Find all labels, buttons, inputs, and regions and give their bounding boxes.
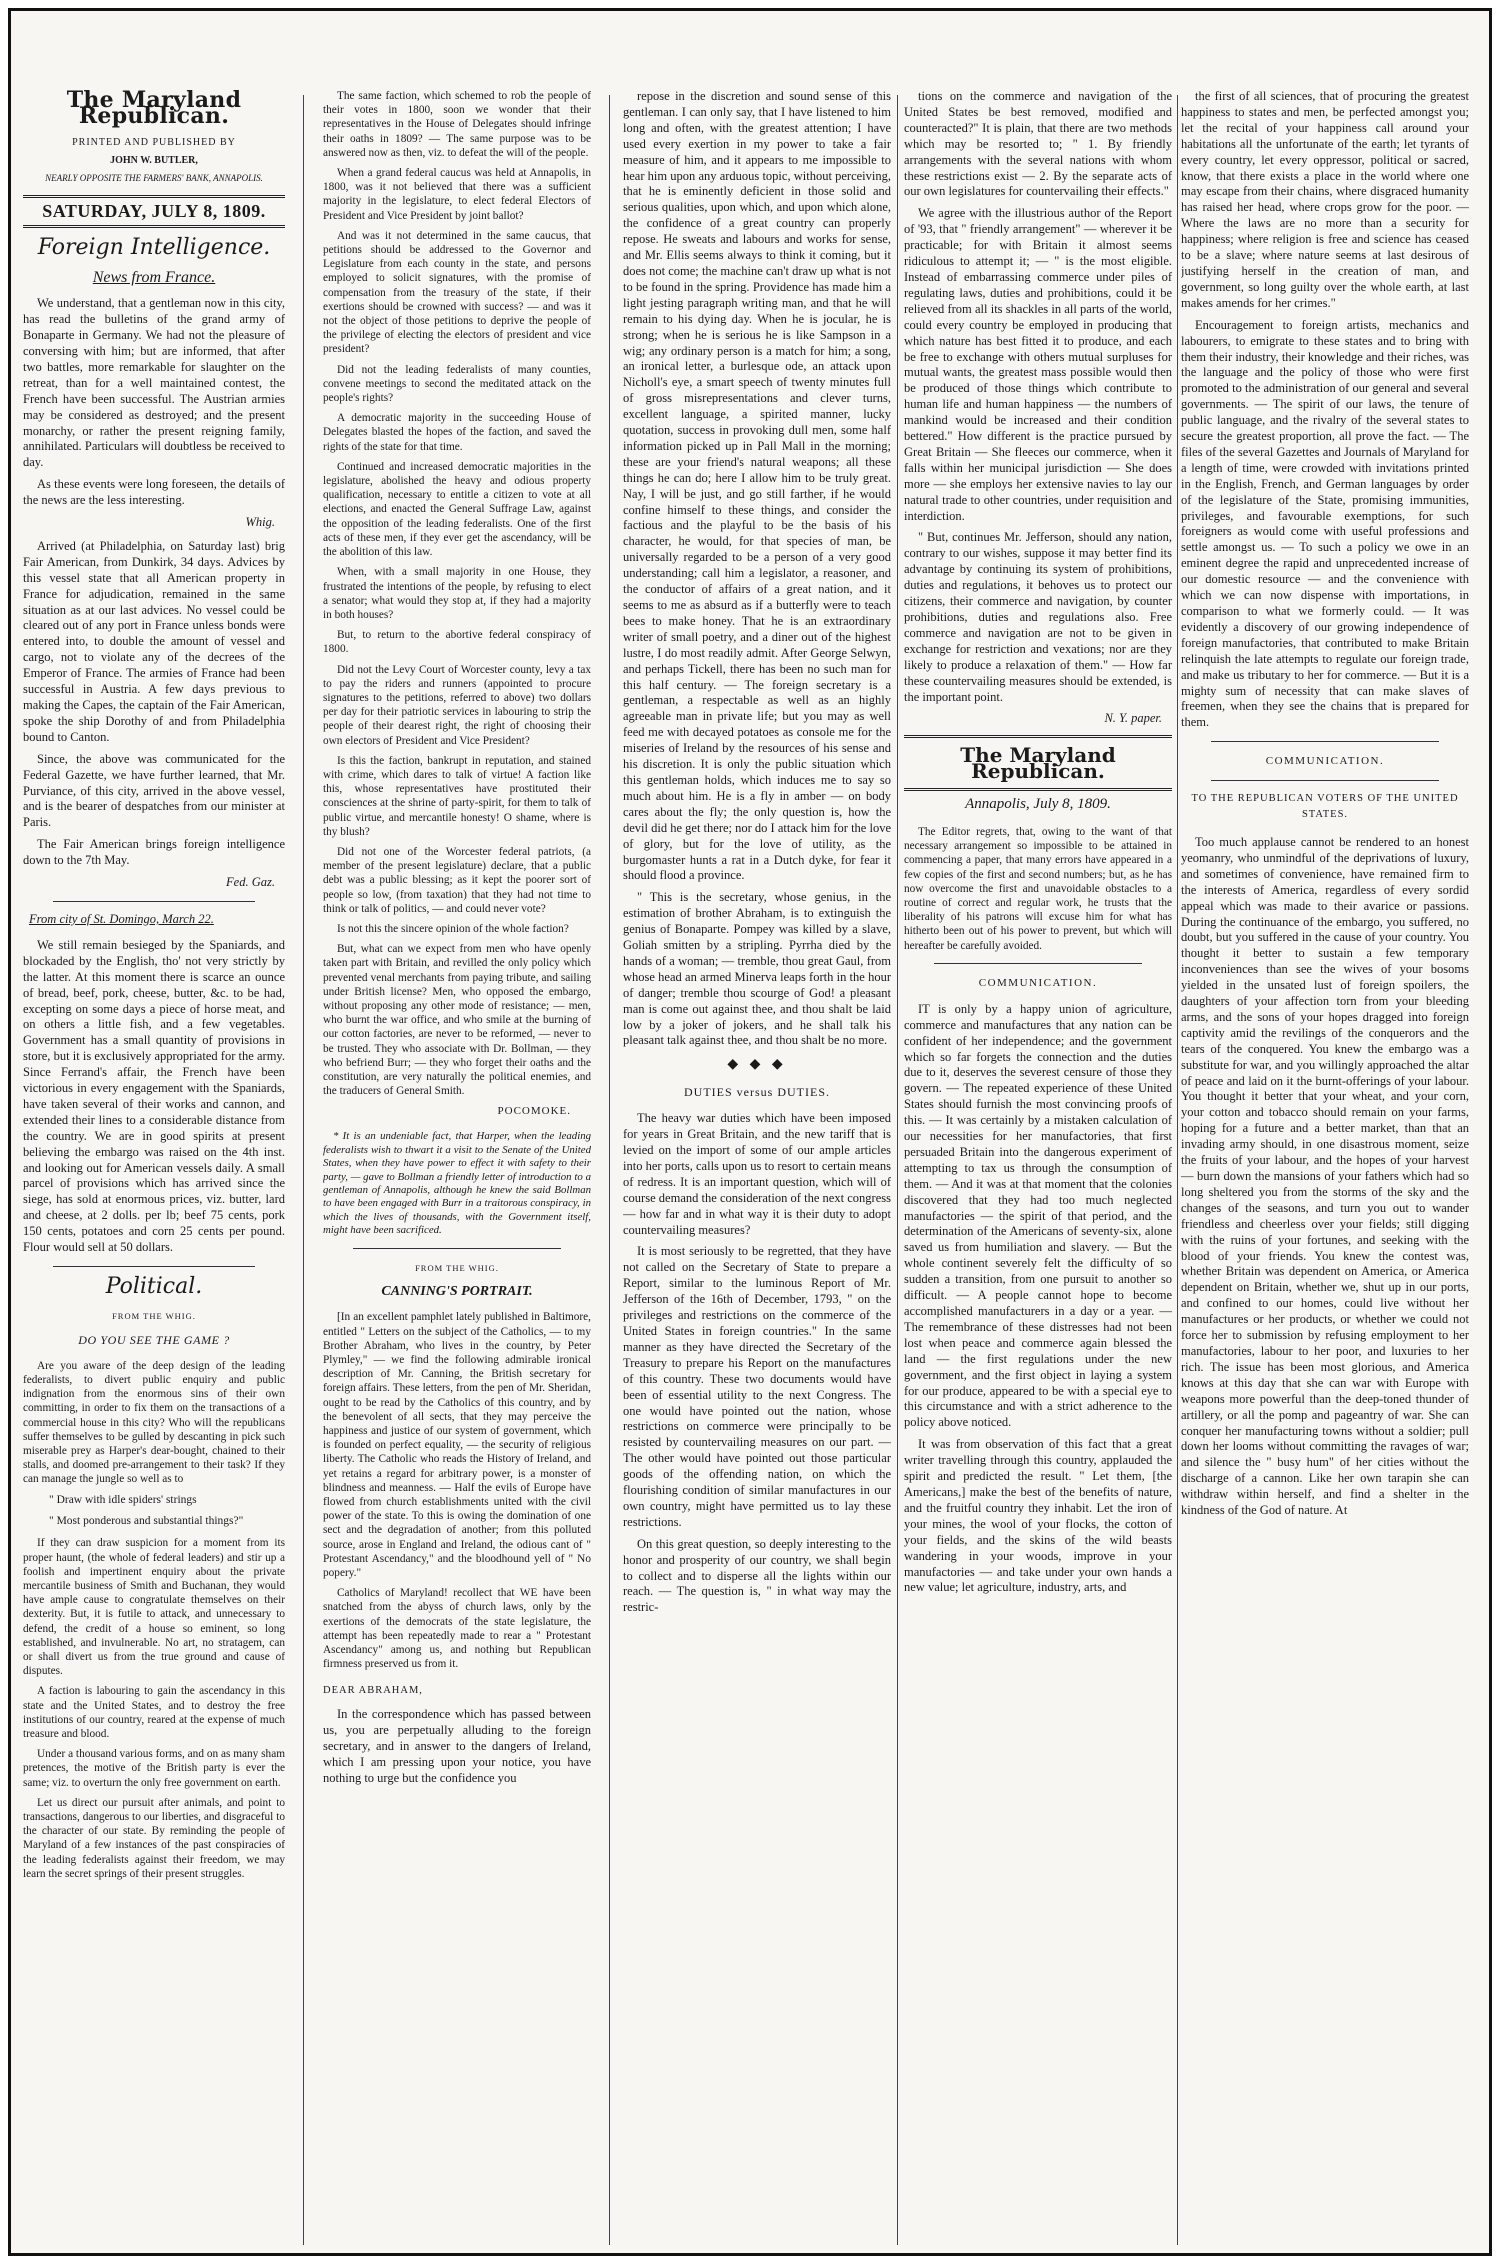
article-paragraph: " This is the secretary, whose genius, in the estimation of brother Abraham, is to extinguish the genius of Bonaparte. Pompey was killed by a slave, Goliah smitten by a stripling. Pyrrha died by the hands of a woman; — tremble, thou great Gaul, from whose head an armed Minerva leaps forth in the hour of danger; tremble thou scourge of God! a pleasant man is come out against thee, and thou shalt be laid low by a joker of jokers, and he shall talk his pleasant talk against thee, and thou shalt be no more.	[623, 890, 891, 1048]
article-paragraph: Are you aware of the deep design of the leading federalists, to divert public enquiry and public indignation from the enormous sins of their own committing, in order to fix them on the transactions of a commercial house in this city? Who will the republicans suffer themselves to be gulled by descanting in pick such miserable prey as Harper's dear-bought, chained to their stalls, and doomed pre-arrangement to their task? If they can manage the jungle so well as to	[23, 1359, 285, 1486]
article-paragraph: Did not one of the Worcester federal patriots, (a member of the present legislature) declare, that a public debt was a public blessing; as it kept the poorer sort of people so low, (from taxation) that they had not time to think or talk of politics, — and could never vote?	[323, 845, 591, 915]
article-paragraph: The heavy war duties which have been imposed for years in Great Britain, and the new tariff that is levied on the import of some of our ample articles into her ports, calls upon us to resort to certain means of redress. It is an important question, which will of course demand the consideration of the next congress — how far and in what way it is their duty to adopt countervailing measures?	[623, 1111, 891, 1237]
article-title-communication: COMMUNICATION.	[978, 976, 1098, 989]
article-paragraph: tions on the commerce and navigation of the United States be best removed, modified and counteracted?" It is plain, that there are two methods which may be resorted to; " 1. By friendly arrangements with the several nations with whom these restrictions exist — 2. By the separate acts of our own legislatures for countervailing their effects."	[904, 89, 1172, 199]
divider	[353, 1248, 561, 1249]
verse-line: " Most ponderous and substantial things?"	[49, 1515, 244, 1528]
divider	[23, 225, 285, 228]
column-4	[904, 89, 1172, 2247]
article-title-canning: CANNING'S PORTRAIT.	[381, 1284, 533, 1300]
divider	[1211, 741, 1439, 742]
article-source-line: FROM THE WHIG.	[415, 1262, 499, 1273]
divider	[904, 788, 1172, 791]
column-3	[623, 89, 891, 2247]
article-title-game: DO YOU SEE THE GAME ?	[78, 1332, 230, 1347]
column-rule	[1177, 95, 1178, 2245]
article-paragraph: Catholics of Maryland! recollect that WE have been snatched from the abyss of church laws, only by the exertions of the democrats of the state legislature, the attempt has been repeatedly made to rear a " Protestant Ascendancy" among us, and nothing but Republican firmness preserved us from it.	[323, 1587, 591, 1671]
section-heading-foreign: Foreign Intelligence.	[37, 235, 271, 261]
article-paragraph: We understand, that a gentleman now in this city, has read the bulletins of the grand army of Bonaparte in Germany. We had not the pleasure of conversing with him; but are informed, that after two battles, more remarkable for slaughter on the retreat, than for a well maintained contest, the French have been successful. The Austrian armies may be considered as destroyed; and the present monarchy, or rather the present reigning family, annihilated. Particulars will doubtless be received to day.	[23, 296, 285, 470]
divider	[904, 735, 1172, 738]
masthead-title: The Maryland Republican.	[66, 89, 242, 129]
verse-line: " Draw with idle spiders' strings	[49, 1493, 197, 1506]
article-paragraph: Did not the leading federalists of many counties, convene meetings to second the meditated attack on the people's rights?	[323, 363, 591, 405]
ornament-divider: ◆ ◆ ◆	[727, 1057, 787, 1073]
article-paragraph: Is not this the sincere opinion of the whole faction?	[337, 922, 569, 935]
article-paragraph: Under a thousand various forms, and on as many sham pretences, the motive of the British party is ever the same; viz. to overturn the only free government on earth.	[23, 1748, 285, 1789]
article-source: Fed. Gaz.	[226, 875, 275, 890]
article-paragraph: But, to return to the abortive federal conspiracy of 1800.	[323, 629, 591, 656]
article-source: N. Y. paper.	[1104, 711, 1162, 726]
printer-location: NEARLY OPPOSITE THE FARMERS' BANK, ANNAPOLIS.	[45, 172, 263, 183]
article-paragraph: When, with a small majority in one House, they frustrated the intentions of the people, by refusing to elect a senator; what would they stop at, if they had a majority in both houses?	[323, 566, 591, 621]
article-paragraph: Continued and increased democratic majorities in the legislature, abolished the heavy and odious property qualification, necessary to entitle a citizen to vote at all elections, and enacted the General Suffrage Law, against the opposition of the leading federalists. One of the first acts of these men, if they ever get the ascendancy, will be the abolition of this law.	[323, 460, 591, 559]
divider	[53, 1266, 255, 1267]
article-source: Whig.	[245, 515, 275, 530]
letter-salutation: DEAR ABRAHAM,	[323, 1685, 423, 1697]
article-paragraph: Did not the Levy Court of Worcester county, levy a tax to pay the riders and runners (appointed to procure signatures to the petitions, referred to above) two dollars per day for their patriotic services in labouring to strip the people of their dearest right, the right of choosing their own electors of President and Vice President?	[323, 663, 591, 747]
article-title-communication: COMMUNICATION.	[1265, 755, 1385, 768]
article-paragraph: IT is only by a happy union of agriculture, commerce and manufactures that any nation can be confident of her independence; and the government which so far forgets the connection and the duties due to it, deserves the severest censure of those they govern. — The repeated experience of these United States should furnish the most convincing proofs of this. — It was certainly by a mistaken calculation of our necessities for her manufactories, that first persuaded Britain into the dangerous experiment of attempting to tax us through the consumption of them. — And it was at that moment that the colonies discovered that they had too much neglected manufactories — the spirit of that period, and the determination of the Americans of seventy-six, alone saved us from humiliation and slavery. — But the whole continent severely felt the difficulty of so sudden a transition, from one pursuit to another so difficult. — A people cannot hope to become accomplished manufacturers in a day or a year. — The remembrance of these distresses had not been lost when peace and commerce again blessed the land — the first regulations under the new government, and the first object in laying a system for our produce, appeared to be with a special eye to this circumstance and with a strict adherence to the policy above noticed.	[904, 1001, 1172, 1430]
article-paragraph: Since, the above was communicated for the Federal Gazette, we have further learned, that Mr. Purviance, of this city, arrived in the above vessel, and is the bearer of despatches from our minister at Paris.	[23, 751, 285, 830]
article-paragraph: We agree with the illustrious author of the Report of '93, that " friendly arrangement" — wherever it be practicable; for with Britain it almost seems ridiculous to attempt it; — " is the most eligible. Instead of embarrassing commerce under piles of regulating laws, duties and prohibitions, could it be relieved from all its shackles in all parts of the world, could every country be employed in producing that which nature has best fitted it to produce, and each be free to exchange with others mutual surpluses for mutual wants, the greatest mass possible would then be produced of those things which contribute to human life and human happiness — the numbers of mankind would be increased and their condition bettered." How different is the practice pursued by Great Britain — She fleeces our commerce, when it falls within her municipal jurisdiction — She does more — she employs her extensive navies to lay our natural trade to other countries, under requisition and interdiction.	[904, 206, 1172, 523]
article-paragraph: The Fair American brings foreign intelligence down to the 7th May.	[23, 837, 285, 868]
divider	[53, 901, 255, 902]
article-paragraph: Let us direct our pursuit after animals, and point to transactions, dangerous to our liberties, and disgraceful to the character of our state. By reminding the people of Maryland of a few instances of the past conspiracies of the leading federalists against their freedom, we may learn the secret springs of their present struggles.	[23, 1796, 285, 1880]
divider	[23, 195, 285, 198]
footnote: * It is an undeniable fact, that Harper, when the leading federalists wish to thwart it a visit to the Senate of the United States, when they have power to effect it with safety to their party, — gave to Bollman a friendly letter of introduction to a gentleman of Annapolis, although he knew the said Bollman to have been engaged with Burr in a traitorous conspiracy, in which the lives of thousands, with the Government itself, might have been sacrificed.	[323, 1130, 591, 1237]
article-paragraph: The Editor regrets, that, owing to the want of that necessary arrangement so impossible to be attained in commencing a paper, that many errors have appeared in a few copies of the first and second numbers; but, as he has now overcome the first and unavoidable obstacles to a routine of correct and regular work, he trusts that the liberality of his patrons will excuse him for what has hitherto been out of his power to prevent, but which will hereafter be carefully avoided.	[904, 826, 1172, 952]
article-signature: POCOMOKE.	[497, 1105, 571, 1118]
article-paragraph: It was from observation of this fact that a great writer travelling through this country, applauded the spirit and predicted the result. " Let them, [the Americans,] make the best of the benefits of nature, and the fruitful country they inhabit. Let the iron of your mines, the wool of your flocks, the cotton of your fields, and the skins of the wild beasts wandering in your woods, improve in your manufactories — and take under your own hands a new value; let agriculture, industry, arts, and	[904, 1437, 1172, 1595]
column-5	[1181, 89, 1469, 2247]
article-paragraph: As these events were long foreseen, the details of the news are the less interesting.	[23, 477, 285, 508]
divider	[934, 963, 1142, 964]
article-paragraph: It is most seriously to be regretted, that they have not called on the Secretary of State to prepare a Report, similar to the luminous Report of Mr. Jefferson of the 16th of December, 1793, " on the privileges and restrictions on the commerce of the United States in foreign countries." In the same manner as they have directed the Secretary of the Treasury to prepare his Report on the manufactures of this country. These two documents would have been of essential utility to the next Congress. The one would have pointed out the nation, whose restrictions on commerce were principally to be resisted by countervailing measures on our part. — The other would have pointed out those particular goods of the offending nation, on which the flourishing condition of similar manufactures in our own country, might have permitted us to lay these restrictions.	[623, 1244, 891, 1529]
column-2	[323, 89, 591, 2247]
article-heading-domingo: From city of St. Domingo, March 22.	[29, 911, 214, 926]
dateline: Annapolis, July 8, 1809.	[965, 796, 1111, 813]
article-paragraph: A democratic majority in the succeeding House of Delegates blasted the hopes of the faction, and saved the rights of the state for that time.	[323, 412, 591, 453]
article-paragraph: A faction is labouring to gain the ascendancy in this state and the United States, and to destroy the free institutions of our country, reared at the expense of much treasure and blood.	[23, 1685, 285, 1740]
divider	[1211, 780, 1439, 781]
article-paragraph: We still remain besieged by the Spaniards, and blockaded by the English, tho' not very strictly by the latter. At this moment there is scarce an ounce of bread, beef, pork, cheese, butter, &c. to be had, excepting on some days a piece of horse meat, and on others a little fish, and a few vegetables. Government has a small quantity of provisions in store, but it is exclusively appropriated for the army. Since Ferrand's affair, the French have been victorious in every engagement with the Spaniards, have taken several of their works and cannon, and extended their lines to a considerable distance from the country. We are in good spirits at present believing the embargo was raised on the 4th inst. and looking out for American vessels daily. A small parcel of provisions which has arrived since the siege, has sold at enormous prices, viz. butter, lard and cheese, at 2 dolls. per lb; beef 75 cents, pork 150 cents, potatoes and corn 25 cents per pound. Flour would sell at 50 dollars.	[23, 937, 285, 1255]
printer-name: JOHN W. BUTLER,	[110, 154, 198, 166]
article-paragraph: In the correspondence which has passed between us, you are perpetually alluding to the foreign secretary, and in answer to the dangers of Ireland, which I am pressing upon your notice, you have nothing to urge but the confidence you	[323, 1707, 591, 1785]
article-paragraph: repose in the discretion and sound sense of this gentleman. I can only say, that I have listened to him long and often, with the greatest attention; I have used every exertion in my power to take a fair measure of him, and it appears to me impossible to hear him upon any arduous topic, without perceiving, that he is eminently deficient in those solid and serious qualities, upon which, and upon which alone, the confidence of a great country can properly repose. He sweats and labours and works for sense, and Mr. Ellis seems always to think it coming, but it does not come; the machine can't draw up what is not to be found in the spring. Providence has made him a light jesting paragraph writing man, and that he will remain to his dying day. When he is jocular, he is strong; when he is serious he is like Sampson in a wig; any ordinary person is a match for him; a song, an ironical letter, a burlesque ode, an attack upon Nicholl's eye, a smart speech of twenty minutes full of gross misrepresentations and clever turns, excellent language, a spirited manner, lucky quotation, success in provoking dull men, some half information picked up in Pall Mall in the morning; these are your friend's natural weapons; all these things he can do; here I allow him to be truly great. Nay, I will be just, and go still farther, if he would confine himself to these things, and consider the factious and the playful to be the basis of his character, he would, for that species of man, be universally regarded to be a person of a very good understanding; call him a legislator, a reasoner, and the conductor of affairs of a great nation, and it seems to me as absurd as if a butterfly were to teach bees to make honey. That he is an extraordinary writer of small poetry, and a diner out of the highest lustre, I do most readily admit. After George Selwyn, and perhaps Tickell, there has been no such man for this half century. — The foreign secretary is a gentleman, a respectable as well as an highly agreeable man in private life; but you may as well feed me with decayed potatoes as console me for the miseries of Ireland by the resources of his sense and his discretion. It is only the public situation which this gentleman holds, which induces me to say so much about him. He is a fly in amber — on body cares about the fly; the only question is, how the devil did he get there; nor do I attack him for the love of glory, but for the love of utility, as the burgomaster hunts a rat in a Dutch dyke, for fear it should flood a province.	[623, 89, 891, 883]
article-paragraph: On this great question, so deeply interesting to the honor and prosperity of our country, we shall begin to collect and to disperse all the lights within our reach. — The question is, " in what way may the restric-	[623, 1536, 891, 1615]
article-paragraph: Too much applause cannot be rendered to an honest yeomanry, who unmindful of the deprivations of luxury, and sometimes of convenience, have remained firm to the interests of America, regardless of every sordid appeal which was made to their avarice or passions. During the continuance of the embargo, you suffered, no doubt, but you suffered in the cause of your country. You thought it better to sustain a few temporary inconveniences than see the wives of your bosoms yielded in the unsated lust of foreign spoilers, the daughters of your affection torn from your bleeding arms, and the sons of your hopes dragged into foreign captivity amid the revilings of the conquerors and the tears of the conquered. You knew the embargo was a substitute for war, and you willingly approached the altar of peace and laid on it the burnt-offerings of your labour. You thought it better that your wheat, and your corn, your cotton and tobacco should remain on your farms, hoping for a future and a better market, than that an invading army should, in one disastrous moment, seize the fruits of your labour, and the hopes of your harvest — burn down the mansions of your fathers which had so long sheltered you from the storms of the sky and the changes of the seasons, and turn you out to wander friendless and cheerless over your fields; still digging with the ruins of your fortunes, and seeking with the blood of your friends. You knew the contest was, whether Britain was dependent on America, or America dependent on Britain, whether we, shut up in our ports, and confined to our homes, could live without her manufactures or her products, or whether we could not force her to submission by refusing employment to her manufactories, labour to her poor, and luxuries to her rich. The issue has been most glorious, and America knows at this day that she can war with Europe with weapons more powerful than the deep-toned thunder of artillery, or all the pomp and pageantry of war. She can conquer her manufacturing towns without a soldier; pull down her looms without committing the ravages of war; and silence the " busy hum" of her cities without the discharge of a cannon. Like her own tarapin she can withdraw within herself, and find a shelter in the kindness of the God of nature. At	[1181, 834, 1469, 1518]
article-source-line: FROM THE WHIG.	[112, 1310, 196, 1321]
article-paragraph: When a grand federal caucus was held at Annapolis, in 1800, was it not believed that there was a sufficient majority in the legislature, to elect federal Electors of President and Vice President by joint ballot?	[323, 167, 591, 222]
article-paragraph: If they can draw suspicion for a moment from its proper haunt, (the whole of federal leaders) and stir up a foolish and impertinent enquiry about the private mercantile business of Smith and Buchanan, they would have ample cause to congratulate themselves on their dexterity. But, it is futile to attack, and unnecessary to defend, the credit of a house so eminent, so long established, and invulnerable. No art, no stratagem, can or shall divert us from the true ground and cause of disputes.	[23, 1537, 285, 1678]
article-paragraph: And was it not determined in the same caucus, that petitions should be addressed to the Governor and Legislature from each county in the state, and persons employed to solicit signatures, with the promise of compensation from the treasury of the state, if their exertions should be crowned with success? — and was it not the object of those petitions to deprive the people of the privilege of electing the electors of president and vice president?	[323, 229, 591, 356]
article-paragraph: Encouragement to foreign artists, mechanics and labourers, to emigrate to these states and to bring with them their industry, their knowledge and their riches, was the language and the policy of those who were first promoted to the administration of our general and several governments. — The spirit of our laws, the tenure of public language, and the rivalry of the several states to secure the greatest proportion, all prove the fact. — The files of the several Gazettes and Journals of Maryland for a length of time, were crowded with invitations printed in the English, French, and German languages by order of the legislature of the State, promising immunities, privileges, and favourable exemptions, for such foreigners as would come with useful professions and settle amongst us. — To such a policy we owe in an eminent degree the rapid and unprecedented increase of our domestic resource — and the convenience with which we can now dispense with importations, in comparison to what we formerly could. — It was evidently a discovery of our growing independence of foreign manufactories, that contributed to make Britain relinquish the late attempts to regulate our foreign trade, and make us tributary to her for commerce. — But it is a mighty sum of necessity that can make slaves of freemen, when they see the chains that is prepared for them.	[1181, 317, 1469, 730]
section-heading-political: Political.	[105, 1274, 203, 1299]
article-paragraph: Arrived (at Philadelphia, on Saturday last) brig Fair American, from Dunkirk, 34 days. Advices by this vessel state that all American property in France for adjudication, remained in the same situation as at our last advices. No vessel could be cleared out of any port in France unless bonds were entered into, to double the amount of vessel and cargo, not to violate any of the decrees of the Emperor of France. The armies of France had been successful in Austria. A few days previous to making the Capes, the captain of the Fair American, spoke the ship Dorothy of and from Philadelphia bound to Canton.	[23, 538, 285, 744]
newspaper-page	[8, 8, 1492, 2256]
article-title-duties: DUTIES versus DUTIES.	[684, 1085, 830, 1100]
masthead-title-repeat: The Maryland Republican.	[960, 743, 1116, 784]
article-paragraph: Is this the faction, bankrupt in reputation, and stained with crime, which dares to talk of virtue! A faction like this, whose representatives have prostituted their consciences at the shrine of party-spirit, for them to talk of public virtue, and mercantile honesty! O shame, where is thy blush?	[323, 754, 591, 838]
article-paragraph: But, what can we expect from men who have openly taken part with Britain, and revilled the only policy which prevented venal merchants from paying tribute, and sailing under British license? Men, who opposed the embargo, without proposing any other mode of resistance; — men, who burnt the war office, and who smile at the burning of our cotton factories, are never to be reformed, — never to be trusted. They who associate with Dr. Bollman, — they who befriend Burr; — they who forget their oaths and the constitution, are very naturally the political enemies, and the traducers of General Smith.	[323, 943, 591, 1098]
article-paragraph: [In an excellent pamphlet lately published in Baltimore, entitled " Letters on the subject of the Catholics, — to my Brother Abraham, who lives in the country, by Peter Plymley," — we find the following admirable ironical description of Mr. Canning, the British secretary for foreign affairs. These letters, from the pen of Mr. Sheridan, ought to be read by the Catholics of this country, and by the benevolent of all sects, that they may perceive the happiness and justice of our system of government, which is founded on perfect equality, — the security of religious liberty. The Catholic who reads the History of Ireland, and yet retains a regard for arbitrary power, is a monster of blindness and meanness. — Half the evils of Europe have flowed from church establishments united with the civil power of the state. To this is owing the domination of one sect and the degradation of another; from this polluted source, arose in England and Ireland, the odious cant of " Protestant Ascendancy," and the bloodhound yell of " No popery."	[323, 1311, 591, 1580]
address-line: TO THE REPUBLICAN VOTERS OF THE UNITED STATES.	[1191, 793, 1459, 821]
article-heading-france: News from France.	[92, 269, 216, 287]
issue-date: SATURDAY, JULY 8, 1809.	[42, 200, 266, 221]
column-rule	[897, 95, 898, 2245]
article-paragraph: The same faction, which schemed to rob the people of their votes in 1800, soon we wonder that their representatives in the House of Delegates should infringe their oaths in 1809? — The same purpose was to be answered now as then, viz. to defeat the will of the people.	[323, 90, 591, 159]
article-paragraph: " But, continues Mr. Jefferson, should any nation, contrary to our wishes, suppose it may better find its advantage by continuing its system of prohibitions, duties and regulations, it behoves us to protect our citizens, their commerce and navigation, by counter prohibitions, duties and regulations also. Free commerce and navigation are not to be given in exchange for restriction and vexations; nor are they likely to produce a relaxation of them." — How far these countervailing measures should be extended, is the important point.	[904, 530, 1172, 704]
column-rule	[303, 95, 304, 2245]
printed-by: PRINTED AND PUBLISHED BY	[72, 136, 236, 148]
article-paragraph: the first of all sciences, that of procuring the greatest happiness to states and men, be perfected amongst you; let the recital of your happiness call around your habitations all the unfortunate of the earth; let tyrants of every country, let every oppressor, political or sacred, know, that there exists a place in the world where one may escape from their chains, where disgraced humanity has raised her head, where crops grow for the poor. — Where the laws are no more than a security for happiness; where religion is free and science has ceased to be a slave; where nature seems at last desirous of justifying herself in the creation of man, and government, so long guilty over the whole earth, at last makes amends for her crimes."	[1181, 89, 1469, 310]
column-rule	[609, 95, 610, 2245]
column-1	[23, 89, 285, 2247]
